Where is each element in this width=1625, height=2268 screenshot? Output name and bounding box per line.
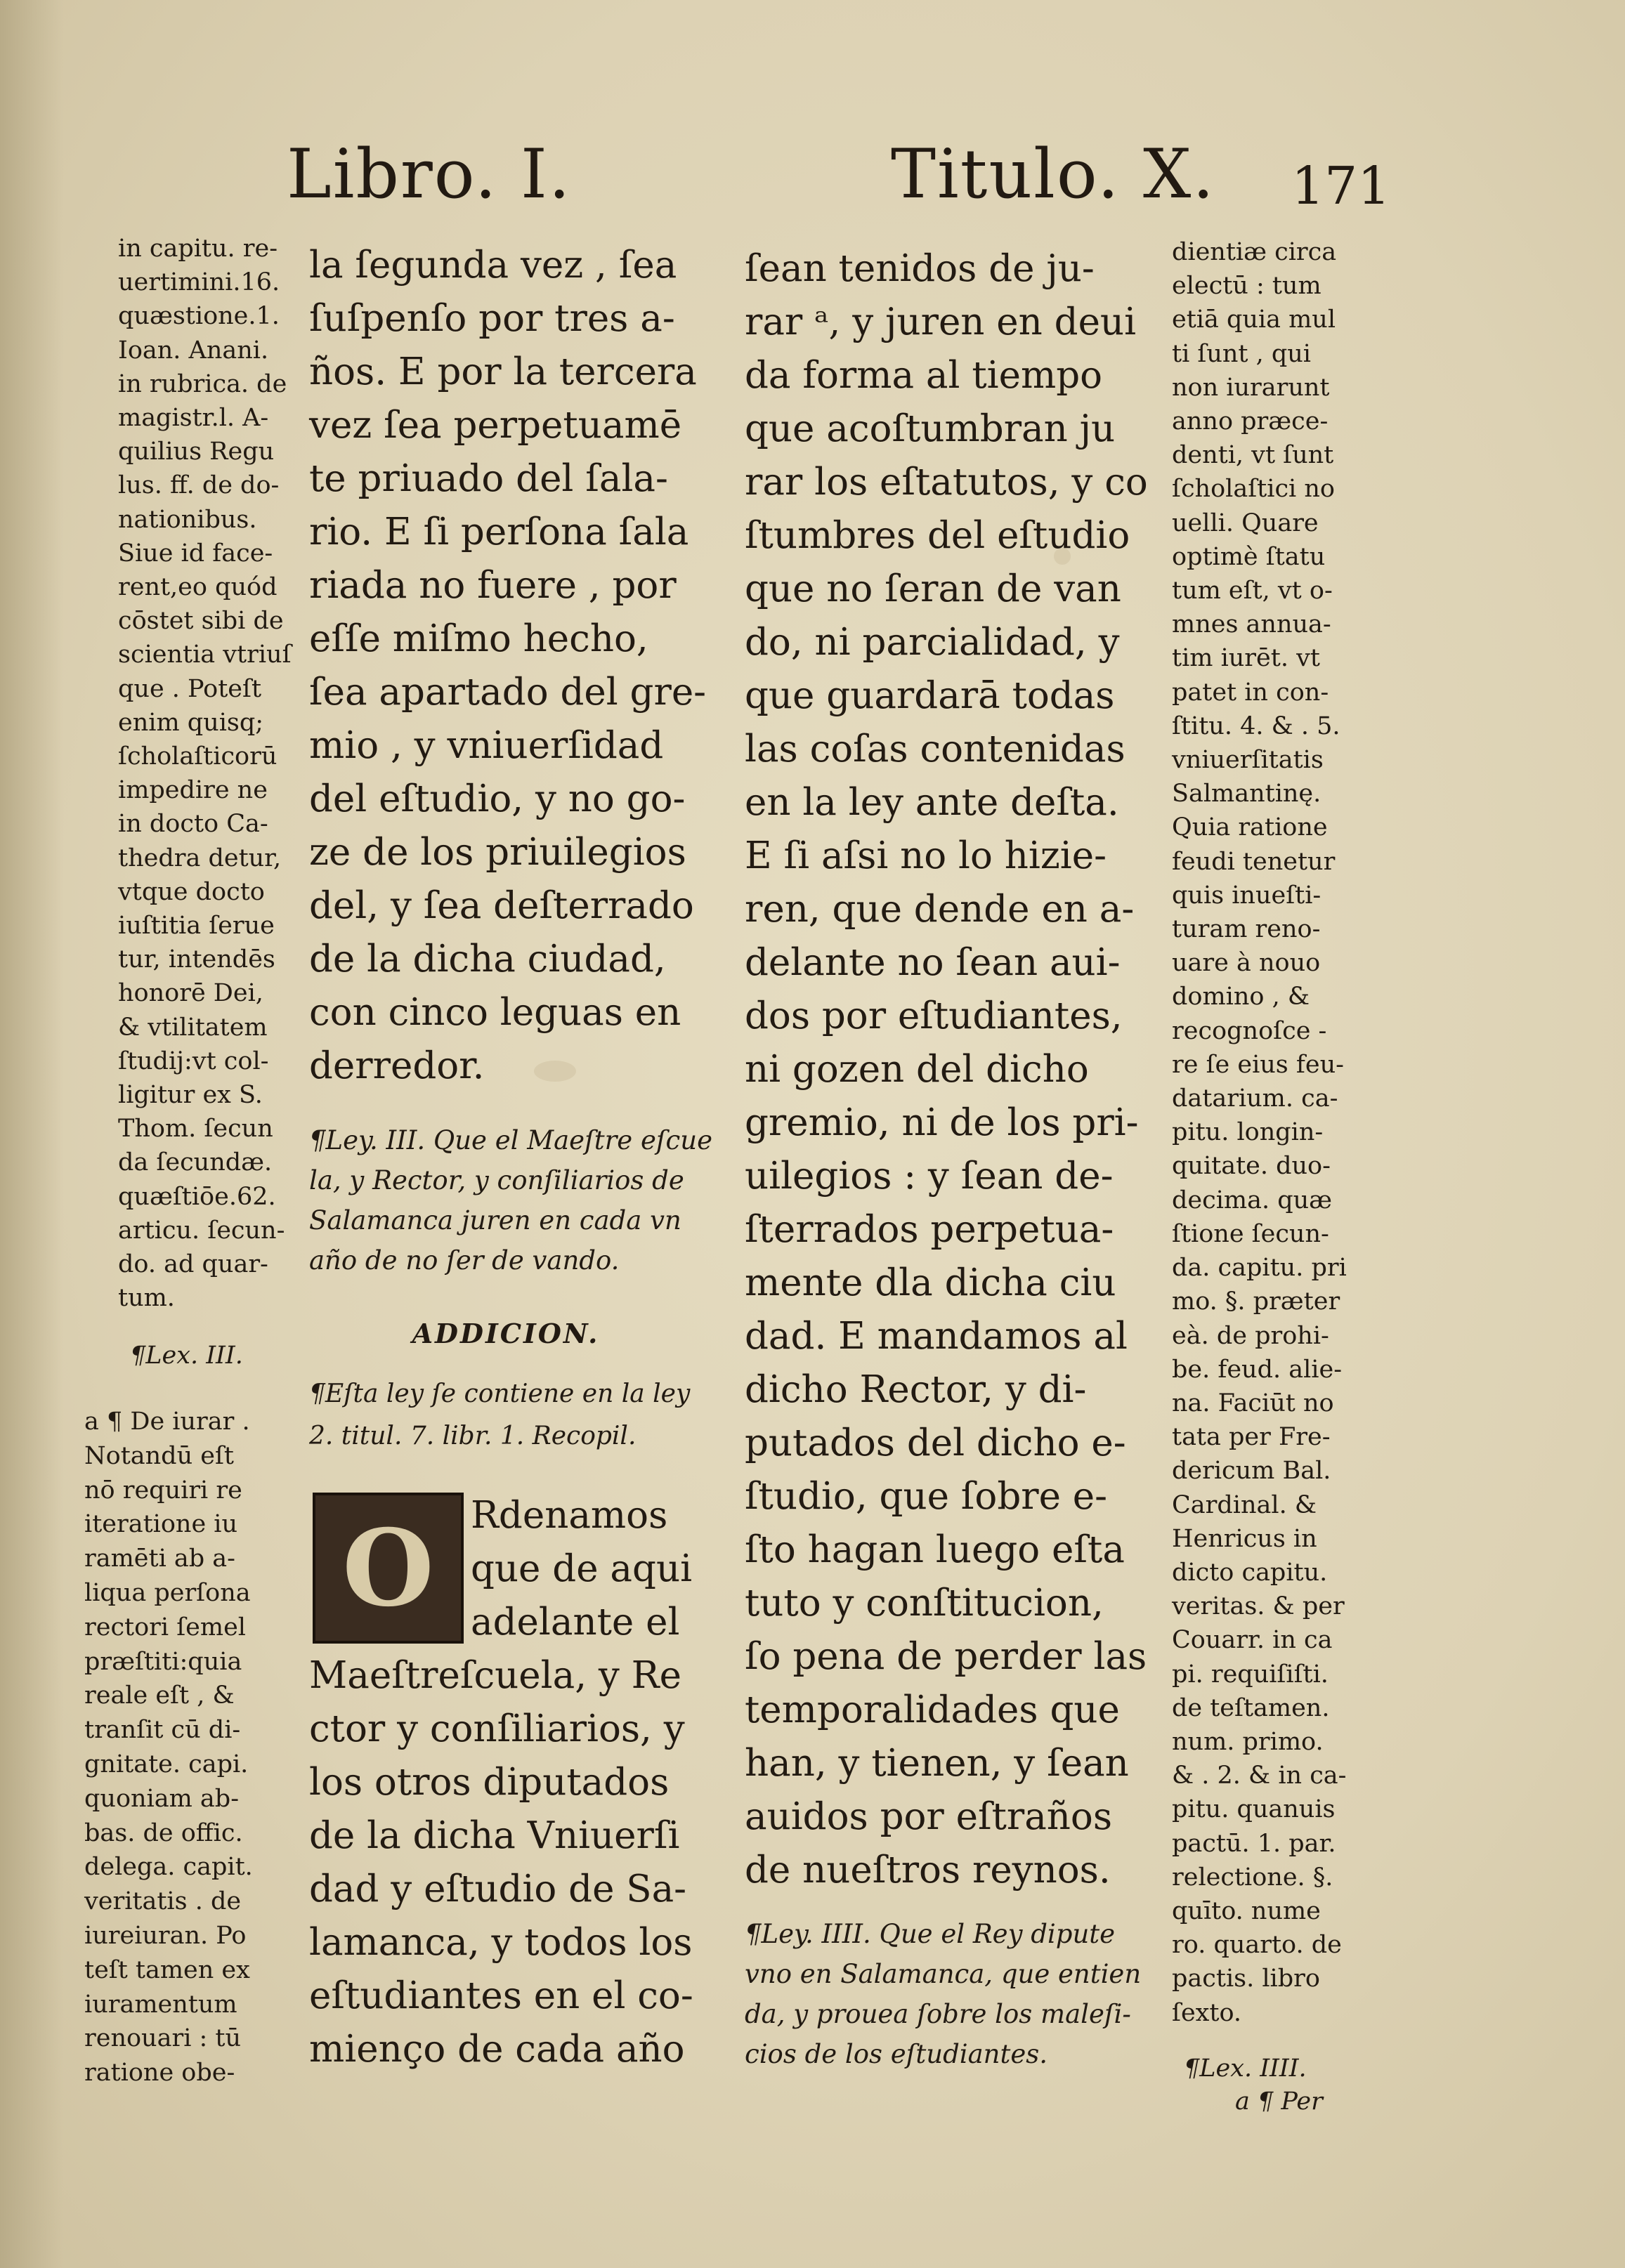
gloss-line: uelli. Quare — [1172, 509, 1319, 537]
page-gutter — [0, 0, 63, 2268]
right-margin-gloss — [1172, 235, 1356, 2030]
text-line: ños. E por la tercera — [309, 350, 697, 393]
gloss-line: scientia vtriuſ — [118, 641, 292, 669]
right-margin-catchword: a ¶ Per — [1235, 2087, 1323, 2116]
gloss-line: iuramentum — [84, 1990, 237, 2019]
gloss-line: da ſecundæ. — [118, 1148, 273, 1177]
heading-line: ¶Ley. IIII. Que el Rey dipute — [745, 1919, 1116, 1949]
text-line: tuto y conſtitucion, — [745, 1582, 1104, 1625]
text-line: uilegios : y ſean de- — [745, 1155, 1114, 1198]
gloss-line: pactis. libro — [1172, 1965, 1320, 1993]
gloss-line: tur, intendēs — [118, 945, 275, 974]
text-line: que de aqui — [471, 1547, 693, 1590]
text-line: que no ſeran de van — [745, 568, 1121, 610]
gloss-line: dientiæ circa — [1172, 238, 1337, 266]
gloss-line: in capitu. re- — [118, 235, 278, 263]
gloss-line: ramēti ab a- — [84, 1545, 235, 1573]
ley-three-heading — [309, 1120, 712, 1280]
text-line: ſtumbres del eſtudio — [745, 514, 1130, 557]
text-line: rar ᵃ, y juren en deui — [745, 301, 1137, 343]
text-line: con cinco leguas en — [309, 991, 681, 1034]
gloss-line: liqua perſona — [84, 1578, 251, 1607]
left-margin-gloss — [118, 232, 302, 1316]
gloss-line: ſcholaſtici no — [1172, 475, 1335, 504]
addicion-heading: ADDICION. — [412, 1318, 600, 1349]
gloss-line: a ¶ De iurar . — [84, 1408, 250, 1436]
text-line: de nueſtros reynos. — [745, 1849, 1111, 1892]
text-line: Rdenamos — [471, 1494, 668, 1537]
text-line: putados del dicho e- — [745, 1422, 1126, 1464]
gloss-line: non iurarunt — [1172, 373, 1330, 402]
gloss-line: denti, vt ſunt — [1172, 441, 1334, 470]
gloss-line: articu. ſecun- — [118, 1216, 285, 1245]
text-line: eſtudiantes en el co- — [309, 1974, 693, 2017]
text-line: del eſtudio, y no go- — [309, 778, 686, 820]
folio-number: 171 — [1291, 156, 1391, 216]
text-line: de la dicha Vniuerſi — [309, 1814, 680, 1857]
gloss-line: honorē Dei, — [118, 979, 263, 1008]
gloss-line: reale eſt , & — [84, 1682, 235, 1710]
gloss-line: eà. de prohi- — [1172, 1321, 1329, 1350]
gloss-line: Thom. ſecun — [118, 1115, 273, 1143]
gloss-line: electū : tum — [1172, 272, 1321, 301]
text-line: rar los eſtatutos, y co — [745, 461, 1148, 504]
gloss-line: num. primo. — [1172, 1727, 1324, 1756]
gloss-line: etiā quia mul — [1172, 306, 1336, 334]
gloss-line: quæstione.1. — [118, 302, 280, 331]
gloss-line: re ſe eius feu- — [1172, 1050, 1344, 1079]
gloss-line: Couarr. in ca — [1172, 1626, 1333, 1655]
gloss-line: quilius Regu — [118, 438, 275, 466]
text-line: ren, que dende en a- — [745, 888, 1135, 931]
gloss-line: ſcholaſticorū — [118, 742, 278, 771]
text-line: mio , y vniuerſidad — [309, 724, 664, 767]
text-line: Maeſtreſcuela, y Re — [309, 1654, 681, 1697]
text-line: la ſegunda vez , ſea — [309, 244, 677, 287]
text-line: dicho Rector, y di- — [745, 1368, 1087, 1411]
ordenamos-paragraph — [309, 1489, 731, 2076]
gloss-line: impedire ne — [118, 776, 268, 805]
gloss-line: in rubrica. de — [118, 369, 287, 398]
running-head-book: Libro. I. — [287, 135, 572, 214]
gloss-line: cōstet sibi de — [118, 607, 284, 636]
gloss-line: da. capitu. pri — [1172, 1254, 1347, 1283]
text-line: ctor y conſiliarios, y — [309, 1707, 685, 1750]
gloss-line: uertimini.16. — [118, 268, 280, 297]
gloss-line: ratione obe- — [84, 2059, 235, 2087]
gloss-line: delega. capit. — [84, 1853, 253, 1882]
gloss-line: renouari : tū — [84, 2024, 242, 2053]
left-margin-lex-label: ¶Lex. III. — [130, 1342, 243, 1370]
gloss-line: ro. quarto. de — [1172, 1931, 1342, 1960]
gloss-line: Ioan. Anani. — [118, 336, 269, 365]
text-line: dad y eſtudio de Sa- — [309, 1868, 687, 1910]
ley-four-heading — [745, 1914, 1152, 2074]
gloss-line: Notandū eſt — [84, 1441, 234, 1470]
gloss-line: tranſit cū di- — [84, 1716, 241, 1745]
gloss-line: Quia ratione — [1172, 813, 1328, 842]
gloss-line: ti ſunt , qui — [1172, 339, 1312, 368]
addicion-line: ¶Eſta ley ſe contiene en la ley — [309, 1379, 691, 1408]
text-line: ſea apartado del gre- — [309, 671, 707, 714]
text-line: derredor. — [309, 1044, 485, 1087]
gloss-line: pitu. longin- — [1172, 1118, 1324, 1147]
gloss-line: magistr.l. A- — [118, 404, 269, 433]
heading-line: ¶Ley. III. Que el Maeſtre eſcue — [309, 1125, 712, 1155]
gloss-line: mo. §. præter — [1172, 1287, 1340, 1316]
gloss-line: Cardinal. & — [1172, 1490, 1317, 1519]
text-line: ni gozen del dicho — [745, 1048, 1089, 1091]
gloss-line: enim quisq; — [118, 708, 264, 737]
text-line: que guardarā todas — [745, 674, 1115, 717]
text-line: dad. E mandamos al — [745, 1315, 1128, 1358]
gloss-line: iureiuran. Po — [84, 1921, 247, 1950]
gloss-line: nationibus. — [118, 505, 257, 534]
gloss-line: be. feud. alie- — [1172, 1355, 1343, 1384]
text-line: do, ni parcialidad, y — [745, 621, 1120, 664]
right-margin-lex-label: ¶Lex. IIII. — [1184, 2054, 1307, 2083]
gloss-line: veritatis . de — [84, 1887, 242, 1916]
left-margin-de-iurar-gloss — [84, 1405, 309, 2090]
addicion-text — [309, 1373, 717, 1457]
heading-line: vno en Salamanca, que entien — [745, 1959, 1142, 1989]
gloss-line: præſtiti:quia — [84, 1647, 242, 1676]
gloss-line: decima. quæ — [1172, 1186, 1333, 1214]
text-line: las coſas contenidas — [745, 728, 1125, 771]
gloss-line: teſt tamen ex — [84, 1955, 250, 1984]
text-line: del, y ſea deſterrado — [309, 884, 694, 927]
gloss-line: quoniam ab- — [84, 1784, 240, 1813]
gloss-line: thedra detur, — [118, 844, 282, 872]
text-line: delante no ſean aui- — [745, 941, 1121, 984]
heading-line: da, y prouea ſobre los maleſi- — [745, 1999, 1131, 2029]
gloss-line: optimè ſtatu — [1172, 542, 1326, 571]
gloss-line: vniuerſitatis — [1172, 746, 1324, 775]
gloss-line: tim iurēt. vt — [1172, 644, 1320, 673]
heading-line: Salamanca juren en cada vn — [309, 1205, 681, 1235]
text-line: ze de los priuilegios — [309, 831, 686, 874]
gloss-line: quæſtiōe.62. — [118, 1182, 276, 1211]
text-line: en la ley ante deſta. — [745, 781, 1119, 824]
gloss-line: patet in con- — [1172, 678, 1329, 707]
text-line: ſtudio, que ſobre e- — [745, 1475, 1108, 1518]
gloss-line: tum eſt, vt o- — [1172, 577, 1333, 605]
gloss-line: pactū. 1. par. — [1172, 1829, 1336, 1858]
heading-line: año de no ſer de vando. — [309, 1245, 620, 1276]
gloss-line: ſtione ſecun- — [1172, 1219, 1329, 1248]
gloss-line: bas. de offic. — [84, 1818, 243, 1847]
gloss-line: ſtudij:vt col- — [118, 1047, 269, 1075]
text-line: vez ſea perpetuamē — [309, 404, 682, 447]
text-line: ſean tenidos de ju- — [745, 247, 1095, 290]
gloss-line: ligitur ex S. — [118, 1081, 263, 1110]
text-line: rio. E ſi perſona ſala — [309, 511, 689, 553]
gloss-line: anno præce- — [1172, 407, 1329, 436]
gloss-line: domino , & — [1172, 983, 1310, 1011]
gloss-line: tum. — [118, 1284, 175, 1313]
text-line: mente dla dicha ciu — [745, 1261, 1116, 1304]
gloss-line: quis inueſti- — [1172, 881, 1321, 910]
decorated-initial-letter: O — [342, 1506, 434, 1630]
gloss-line: pi. requiſiſti. — [1172, 1660, 1329, 1689]
gloss-line: & vtilitatem — [118, 1013, 268, 1042]
text-line: ſterrados perpetua- — [745, 1208, 1114, 1251]
text-line: ſto hagan luego eſta — [745, 1528, 1125, 1571]
text-line: E ſi aſsi no lo hizie- — [745, 834, 1107, 877]
gloss-line: ſexto. — [1172, 1998, 1242, 2027]
text-line: lamanca, y todos los — [309, 1921, 693, 1964]
gloss-line: rectori ſemel — [84, 1613, 246, 1641]
text-line: adelante el — [471, 1601, 680, 1644]
gloss-line: datarium. ca- — [1172, 1084, 1338, 1113]
gloss-line: relectione. §. — [1172, 1863, 1333, 1892]
text-line: ſuſpenſo por tres a- — [309, 297, 675, 340]
text-line: gremio, ni de los pri- — [745, 1101, 1139, 1144]
gloss-line: de teſtamen. — [1172, 1693, 1330, 1722]
text-line: da forma al tiempo — [745, 354, 1103, 397]
gloss-line: nō requiri re — [84, 1476, 242, 1505]
text-line: ſo pena de perder las — [745, 1635, 1147, 1678]
text-line: los otros diputados — [309, 1761, 670, 1804]
gloss-line: iteratione iu — [84, 1510, 238, 1539]
running-head-title: Titulo. X. — [891, 135, 1215, 214]
gloss-line: lus. ff. de do- — [118, 471, 280, 500]
gloss-line: turam reno- — [1172, 915, 1321, 944]
gloss-line: dericum Bal. — [1172, 1457, 1331, 1486]
heading-line: cios de los eſtudiantes. — [745, 2039, 1048, 2069]
column-one-text — [309, 239, 707, 1093]
gloss-line: do. ad quar- — [118, 1250, 268, 1279]
gloss-line: pitu. quanuis — [1172, 1795, 1336, 1824]
gloss-line: tata per Fre- — [1172, 1423, 1331, 1452]
gloss-line: Salmantinę. — [1172, 780, 1321, 808]
gloss-line: que . Poteſt — [118, 674, 262, 703]
gloss-line: vtque docto — [118, 877, 265, 906]
gloss-line: iuſtitia ſerue — [118, 912, 275, 940]
gloss-line: & . 2. & in ca- — [1172, 1762, 1347, 1790]
text-line: riada no fuere , por — [309, 564, 677, 607]
text-line: de la dicha ciudad, — [309, 938, 666, 981]
gloss-line: Siue id face- — [118, 539, 273, 568]
gloss-line: ſtitu. 4. & . 5. — [1172, 712, 1340, 740]
gloss-line: gnitate. capi. — [84, 1750, 249, 1778]
text-line: dos por eſtudiantes, — [745, 995, 1123, 1037]
gloss-line: in docto Ca- — [118, 810, 268, 839]
text-line: te priuado del ſala- — [309, 457, 668, 500]
gloss-line: quitate. duo- — [1172, 1152, 1331, 1181]
text-line: temporalidades que — [745, 1689, 1120, 1731]
text-line: eſſe miſmo hecho, — [309, 617, 648, 660]
gloss-line: dicto capitu. — [1172, 1558, 1328, 1587]
heading-line: la, y Rector, y conſiliarios de — [309, 1165, 684, 1195]
gloss-line: quīto. nume — [1172, 1896, 1321, 1925]
gloss-line: Henricus in — [1172, 1524, 1317, 1553]
gloss-line: na. Faciūt no — [1172, 1389, 1334, 1417]
text-line: auidos por eſtraños — [745, 1795, 1113, 1838]
gloss-line: uare à nouo — [1172, 949, 1321, 978]
text-line: han, y tienen, y ſean — [745, 1742, 1129, 1785]
gloss-line: mnes annua- — [1172, 610, 1331, 639]
gloss-line: feudi tenetur — [1172, 847, 1336, 876]
gloss-line: recognoſce - — [1172, 1016, 1327, 1045]
text-line: que acoſtumbran ju — [745, 407, 1116, 450]
text-line: mienço de cada año — [309, 2028, 685, 2071]
gloss-line: veritas. & per — [1172, 1592, 1345, 1621]
column-two-text — [745, 242, 1148, 1897]
gloss-line: rent,eo quód — [118, 573, 278, 602]
addicion-line: 2. titul. 7. libr. 1. Recopil. — [309, 1422, 637, 1450]
